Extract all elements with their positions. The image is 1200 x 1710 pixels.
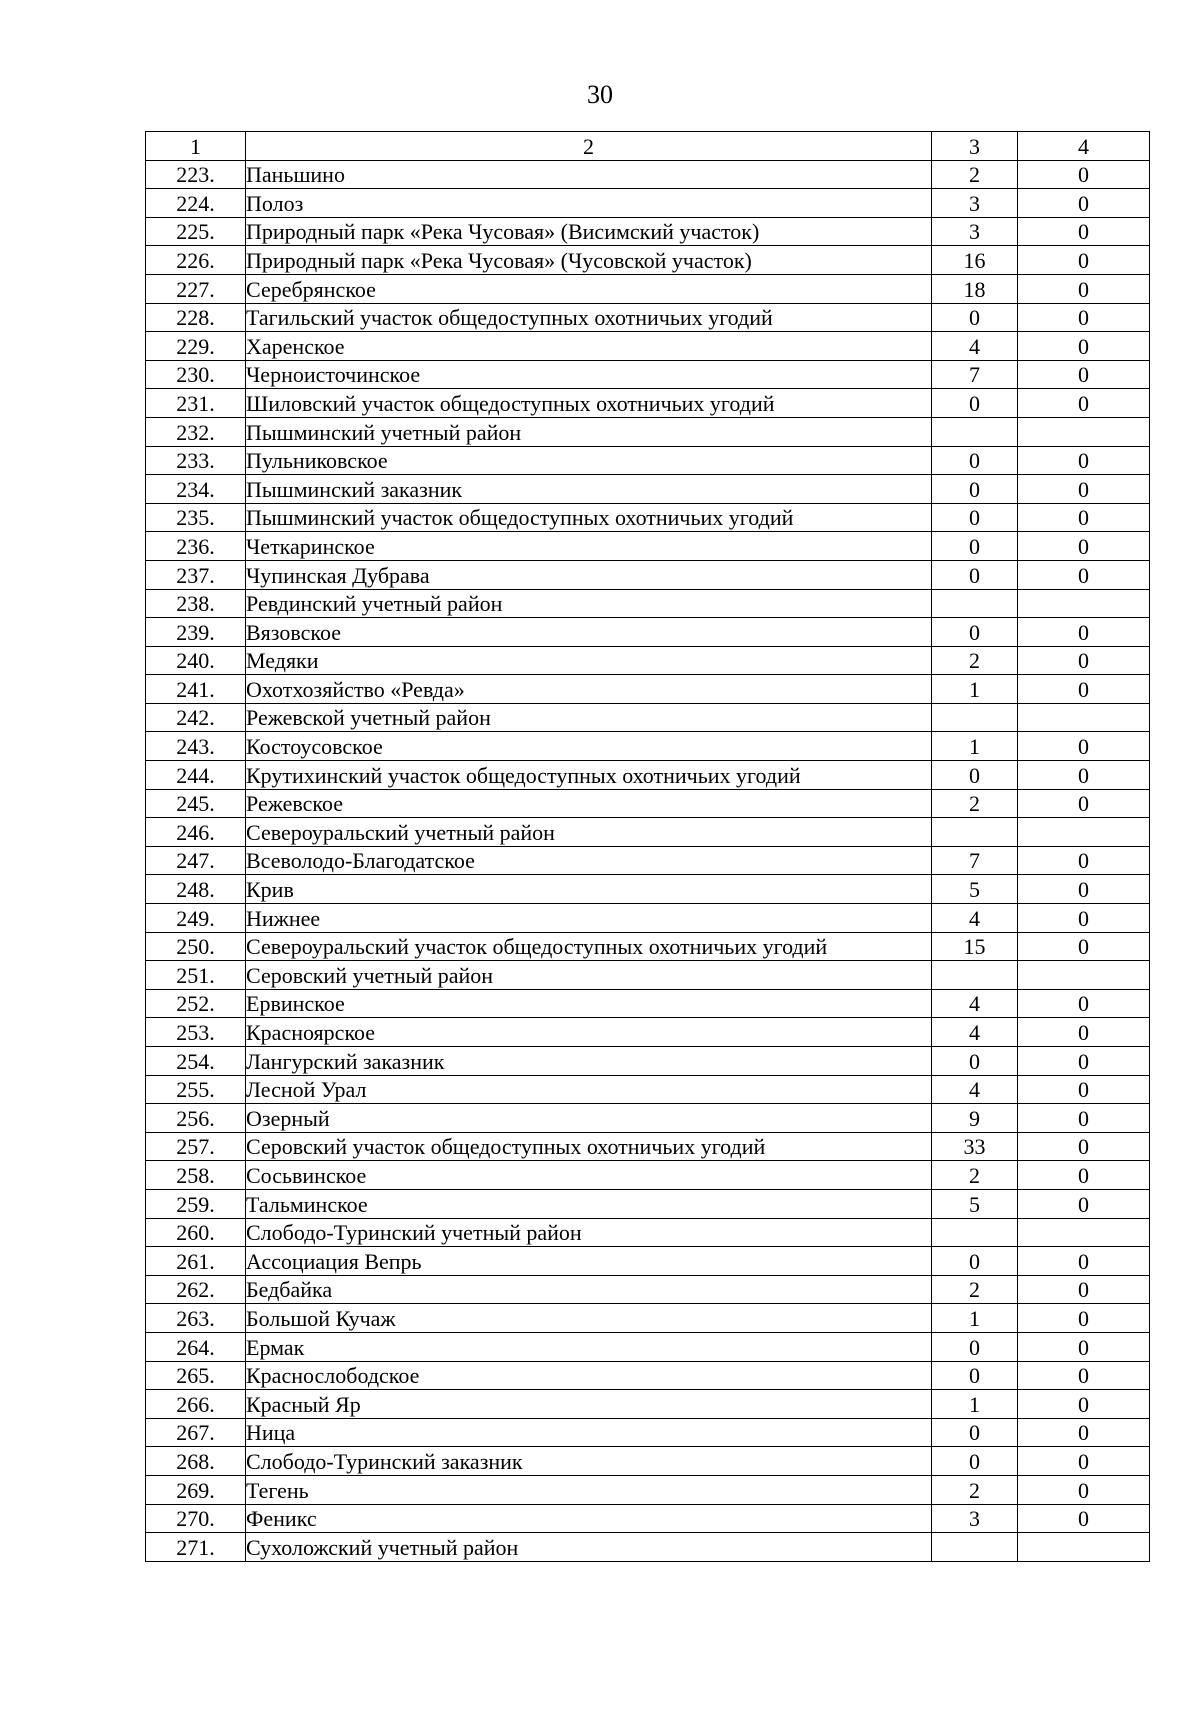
row-value-3: 0 [932, 532, 1018, 561]
row-name: Тагильский участок общедоступных охотничьих угодий [246, 303, 932, 332]
table-row [146, 789, 1150, 818]
row-number: 251. [146, 961, 246, 990]
row-name: Крутихинский участок общедоступных охотничьих угодий [246, 761, 932, 790]
table-row [146, 1247, 1150, 1276]
table-row [146, 246, 1150, 275]
row-value-4 [1018, 589, 1150, 618]
table-row [146, 732, 1150, 761]
table-row [146, 1104, 1150, 1133]
column-header-4: 4 [1018, 132, 1150, 161]
row-value-3: 15 [932, 932, 1018, 961]
row-value-3: 0 [932, 1247, 1018, 1276]
row-number: 263. [146, 1304, 246, 1333]
table-row [146, 503, 1150, 532]
row-value-3: 5 [932, 875, 1018, 904]
row-name: Всеволодо-Благодатское [246, 846, 932, 875]
row-value-4: 0 [1018, 1275, 1150, 1304]
row-value-4: 0 [1018, 1304, 1150, 1333]
row-number: 239. [146, 618, 246, 647]
row-name: Природный парк «Река Чусовая» (Чусовской участок) [246, 246, 932, 275]
row-value-4: 0 [1018, 332, 1150, 361]
row-number: 237. [146, 560, 246, 589]
row-value-3: 9 [932, 1104, 1018, 1133]
table-row [146, 1361, 1150, 1390]
table-row [146, 160, 1150, 189]
row-name: Ница [246, 1418, 932, 1447]
row-value-4: 0 [1018, 989, 1150, 1018]
row-value-3: 0 [932, 475, 1018, 504]
row-value-4: 0 [1018, 1504, 1150, 1533]
row-value-3: 2 [932, 1161, 1018, 1190]
row-value-3 [932, 961, 1018, 990]
table-row [146, 1533, 1150, 1562]
row-number: 226. [146, 246, 246, 275]
table-row [146, 703, 1150, 732]
row-name: Лесной Урал [246, 1075, 932, 1104]
row-number: 259. [146, 1189, 246, 1218]
row-number: 262. [146, 1275, 246, 1304]
row-name: Пульниковское [246, 446, 932, 475]
row-number: 256. [146, 1104, 246, 1133]
table-row [146, 189, 1150, 218]
table-row [146, 560, 1150, 589]
row-name: Нижнее [246, 904, 932, 933]
row-value-3: 1 [932, 1390, 1018, 1419]
table-row [146, 589, 1150, 618]
row-value-4: 0 [1018, 932, 1150, 961]
row-value-4 [1018, 961, 1150, 990]
row-number: 266. [146, 1390, 246, 1419]
row-number: 225. [146, 217, 246, 246]
row-value-3: 3 [932, 189, 1018, 218]
table-row [146, 1275, 1150, 1304]
row-value-4: 0 [1018, 1189, 1150, 1218]
row-value-3: 0 [932, 1361, 1018, 1390]
table-row [146, 303, 1150, 332]
table-row [146, 475, 1150, 504]
row-name: Шиловский участок общедоступных охотничьих угодий [246, 389, 932, 418]
row-name: Режевской учетный район [246, 703, 932, 732]
row-value-3: 3 [932, 1504, 1018, 1533]
row-number: 238. [146, 589, 246, 618]
row-value-3: 0 [932, 560, 1018, 589]
row-value-3: 0 [932, 1332, 1018, 1361]
row-value-4: 0 [1018, 1161, 1150, 1190]
table-row [146, 417, 1150, 446]
row-value-4: 0 [1018, 360, 1150, 389]
table-row [146, 1504, 1150, 1533]
row-name: Медяки [246, 646, 932, 675]
row-name: Тегень [246, 1475, 932, 1504]
row-value-3: 4 [932, 904, 1018, 933]
row-value-3: 0 [932, 618, 1018, 647]
row-value-4: 0 [1018, 446, 1150, 475]
row-value-4: 0 [1018, 618, 1150, 647]
row-value-3: 4 [932, 1018, 1018, 1047]
table-row [146, 1161, 1150, 1190]
row-value-4: 0 [1018, 789, 1150, 818]
row-number: 230. [146, 360, 246, 389]
row-name: Тальминское [246, 1189, 932, 1218]
row-value-4 [1018, 703, 1150, 732]
row-value-3: 4 [932, 989, 1018, 1018]
row-number: 268. [146, 1447, 246, 1476]
row-value-4: 0 [1018, 846, 1150, 875]
row-number: 252. [146, 989, 246, 1018]
table-row [146, 1075, 1150, 1104]
row-value-3 [932, 1533, 1018, 1562]
row-number: 249. [146, 904, 246, 933]
table-row [146, 1332, 1150, 1361]
row-name: Крив [246, 875, 932, 904]
row-value-3: 1 [932, 732, 1018, 761]
row-value-4: 0 [1018, 1132, 1150, 1161]
row-number: 245. [146, 789, 246, 818]
row-number: 254. [146, 1047, 246, 1076]
row-value-3: 0 [932, 303, 1018, 332]
row-value-3 [932, 417, 1018, 446]
data-table [145, 131, 1150, 1562]
page-number: 30 [587, 80, 613, 109]
row-name: Полоз [246, 189, 932, 218]
table-row [146, 1132, 1150, 1161]
table-row [146, 1047, 1150, 1076]
row-value-4 [1018, 818, 1150, 847]
row-number: 271. [146, 1533, 246, 1562]
row-value-3 [932, 703, 1018, 732]
row-number: 270. [146, 1504, 246, 1533]
row-name: Серовский учетный район [246, 961, 932, 990]
row-value-4: 0 [1018, 904, 1150, 933]
row-name: Четкаринское [246, 532, 932, 561]
table-row [146, 1418, 1150, 1447]
row-number: 267. [146, 1418, 246, 1447]
table-row [146, 818, 1150, 847]
row-name: Ермак [246, 1332, 932, 1361]
row-name: Красный Яр [246, 1390, 932, 1419]
row-name: Лангурский заказник [246, 1047, 932, 1076]
row-name: Костоусовское [246, 732, 932, 761]
row-number: 236. [146, 532, 246, 561]
table-row [146, 360, 1150, 389]
row-value-4: 0 [1018, 1247, 1150, 1276]
row-name: Краснослободское [246, 1361, 932, 1390]
row-value-4: 0 [1018, 560, 1150, 589]
row-value-4: 0 [1018, 1075, 1150, 1104]
row-value-3: 0 [932, 761, 1018, 790]
row-value-3 [932, 589, 1018, 618]
row-value-4: 0 [1018, 1047, 1150, 1076]
row-value-3: 1 [932, 675, 1018, 704]
row-name: Североуральский участок общедоступных охотничьих угодий [246, 932, 932, 961]
row-value-3 [932, 818, 1018, 847]
row-name: Пышминский заказник [246, 475, 932, 504]
row-value-3: 0 [932, 1447, 1018, 1476]
table-row [146, 1390, 1150, 1419]
row-value-3: 0 [932, 389, 1018, 418]
row-value-4: 0 [1018, 1361, 1150, 1390]
row-number: 248. [146, 875, 246, 904]
row-value-4: 0 [1018, 160, 1150, 189]
row-value-4: 0 [1018, 532, 1150, 561]
row-value-4: 0 [1018, 1104, 1150, 1133]
row-number: 229. [146, 332, 246, 361]
row-name: Сухоложский учетный район [246, 1533, 932, 1562]
row-value-3: 18 [932, 274, 1018, 303]
row-value-3 [932, 1218, 1018, 1247]
table-row [146, 1304, 1150, 1333]
table-row [146, 932, 1150, 961]
row-number: 227. [146, 274, 246, 303]
row-name: Североуральский учетный район [246, 818, 932, 847]
row-value-4: 0 [1018, 732, 1150, 761]
row-number: 235. [146, 503, 246, 532]
row-name: Пышминский участок общедоступных охотничьих угодий [246, 503, 932, 532]
row-value-4: 0 [1018, 274, 1150, 303]
column-header-2: 2 [246, 132, 932, 161]
table-row [146, 961, 1150, 990]
table-row [146, 332, 1150, 361]
table-row [146, 646, 1150, 675]
row-name: Ервинское [246, 989, 932, 1018]
row-value-3: 2 [932, 1475, 1018, 1504]
column-header-3: 3 [932, 132, 1018, 161]
table-row [146, 446, 1150, 475]
row-value-4: 0 [1018, 389, 1150, 418]
row-value-3: 7 [932, 846, 1018, 875]
row-name: Слободо-Туринский учетный район [246, 1218, 932, 1247]
row-value-4: 0 [1018, 503, 1150, 532]
row-number: 233. [146, 446, 246, 475]
row-number: 223. [146, 160, 246, 189]
row-name: Режевское [246, 789, 932, 818]
table-row [146, 389, 1150, 418]
row-value-4: 0 [1018, 1390, 1150, 1419]
row-value-4: 0 [1018, 475, 1150, 504]
row-name: Черноисточинское [246, 360, 932, 389]
table-row [146, 904, 1150, 933]
row-number: 224. [146, 189, 246, 218]
table-row [146, 1218, 1150, 1247]
row-value-4: 0 [1018, 1018, 1150, 1047]
row-number: 244. [146, 761, 246, 790]
row-number: 260. [146, 1218, 246, 1247]
row-number: 242. [146, 703, 246, 732]
row-number: 243. [146, 732, 246, 761]
table-row [146, 274, 1150, 303]
row-name: Харенское [246, 332, 932, 361]
row-number: 255. [146, 1075, 246, 1104]
row-value-4: 0 [1018, 761, 1150, 790]
row-name: Ревдинский учетный район [246, 589, 932, 618]
row-name: Большой Кучаж [246, 1304, 932, 1333]
row-value-4: 0 [1018, 1332, 1150, 1361]
row-name: Охотхозяйство «Ревда» [246, 675, 932, 704]
row-value-3: 0 [932, 503, 1018, 532]
table-row [146, 761, 1150, 790]
row-value-4 [1018, 417, 1150, 446]
row-number: 246. [146, 818, 246, 847]
row-value-4: 0 [1018, 189, 1150, 218]
row-name: Бедбайка [246, 1275, 932, 1304]
row-number: 264. [146, 1332, 246, 1361]
row-number: 269. [146, 1475, 246, 1504]
row-number: 261. [146, 1247, 246, 1276]
row-name: Серовский участок общедоступных охотничьих угодий [246, 1132, 932, 1161]
row-value-4: 0 [1018, 1447, 1150, 1476]
row-value-4 [1018, 1218, 1150, 1247]
row-name: Сосьвинское [246, 1161, 932, 1190]
table-row [146, 989, 1150, 1018]
row-value-3: 2 [932, 1275, 1018, 1304]
row-value-3: 16 [932, 246, 1018, 275]
row-value-4: 0 [1018, 646, 1150, 675]
column-header-1: 1 [146, 132, 246, 161]
row-name: Озерный [246, 1104, 932, 1133]
row-value-3: 0 [932, 1418, 1018, 1447]
row-number: 258. [146, 1161, 246, 1190]
row-number: 247. [146, 846, 246, 875]
row-value-3: 3 [932, 217, 1018, 246]
row-number: 232. [146, 417, 246, 446]
row-value-4: 0 [1018, 1475, 1150, 1504]
row-name: Феникс [246, 1504, 932, 1533]
row-value-3: 0 [932, 1047, 1018, 1076]
row-number: 253. [146, 1018, 246, 1047]
row-number: 241. [146, 675, 246, 704]
row-name: Ассоциация Вепрь [246, 1247, 932, 1276]
row-name: Вязовское [246, 618, 932, 647]
table-row [146, 846, 1150, 875]
header-row [146, 132, 1150, 161]
table-row [146, 618, 1150, 647]
row-number: 240. [146, 646, 246, 675]
row-name: Серебрянское [246, 274, 932, 303]
row-value-4: 0 [1018, 1418, 1150, 1447]
row-value-3: 33 [932, 1132, 1018, 1161]
row-value-3: 1 [932, 1304, 1018, 1333]
table-row [146, 217, 1150, 246]
table-row [146, 1189, 1150, 1218]
row-value-4: 0 [1018, 246, 1150, 275]
row-value-3: 2 [932, 160, 1018, 189]
row-name: Природный парк «Река Чусовая» (Висимский участок) [246, 217, 932, 246]
table-row [146, 875, 1150, 904]
row-name: Красноярское [246, 1018, 932, 1047]
row-value-3: 4 [932, 1075, 1018, 1104]
row-value-4 [1018, 1533, 1150, 1562]
row-name: Чупинская Дубрава [246, 560, 932, 589]
row-number: 231. [146, 389, 246, 418]
row-value-4: 0 [1018, 217, 1150, 246]
row-name: Пышминский учетный район [246, 417, 932, 446]
table-row [146, 1475, 1150, 1504]
table-row [146, 1018, 1150, 1047]
table-row [146, 675, 1150, 704]
table-row [146, 1447, 1150, 1476]
row-value-4: 0 [1018, 303, 1150, 332]
table-body [146, 132, 1150, 1562]
row-number: 265. [146, 1361, 246, 1390]
row-number: 250. [146, 932, 246, 961]
row-value-4: 0 [1018, 875, 1150, 904]
row-value-3: 5 [932, 1189, 1018, 1218]
row-value-3: 7 [932, 360, 1018, 389]
row-value-3: 2 [932, 646, 1018, 675]
row-name: Слободо-Туринский заказник [246, 1447, 932, 1476]
row-value-3: 4 [932, 332, 1018, 361]
row-value-3: 0 [932, 446, 1018, 475]
row-number: 228. [146, 303, 246, 332]
row-number: 257. [146, 1132, 246, 1161]
row-number: 234. [146, 475, 246, 504]
row-value-3: 2 [932, 789, 1018, 818]
row-value-4: 0 [1018, 675, 1150, 704]
row-name: Паньшино [246, 160, 932, 189]
table-row [146, 532, 1150, 561]
